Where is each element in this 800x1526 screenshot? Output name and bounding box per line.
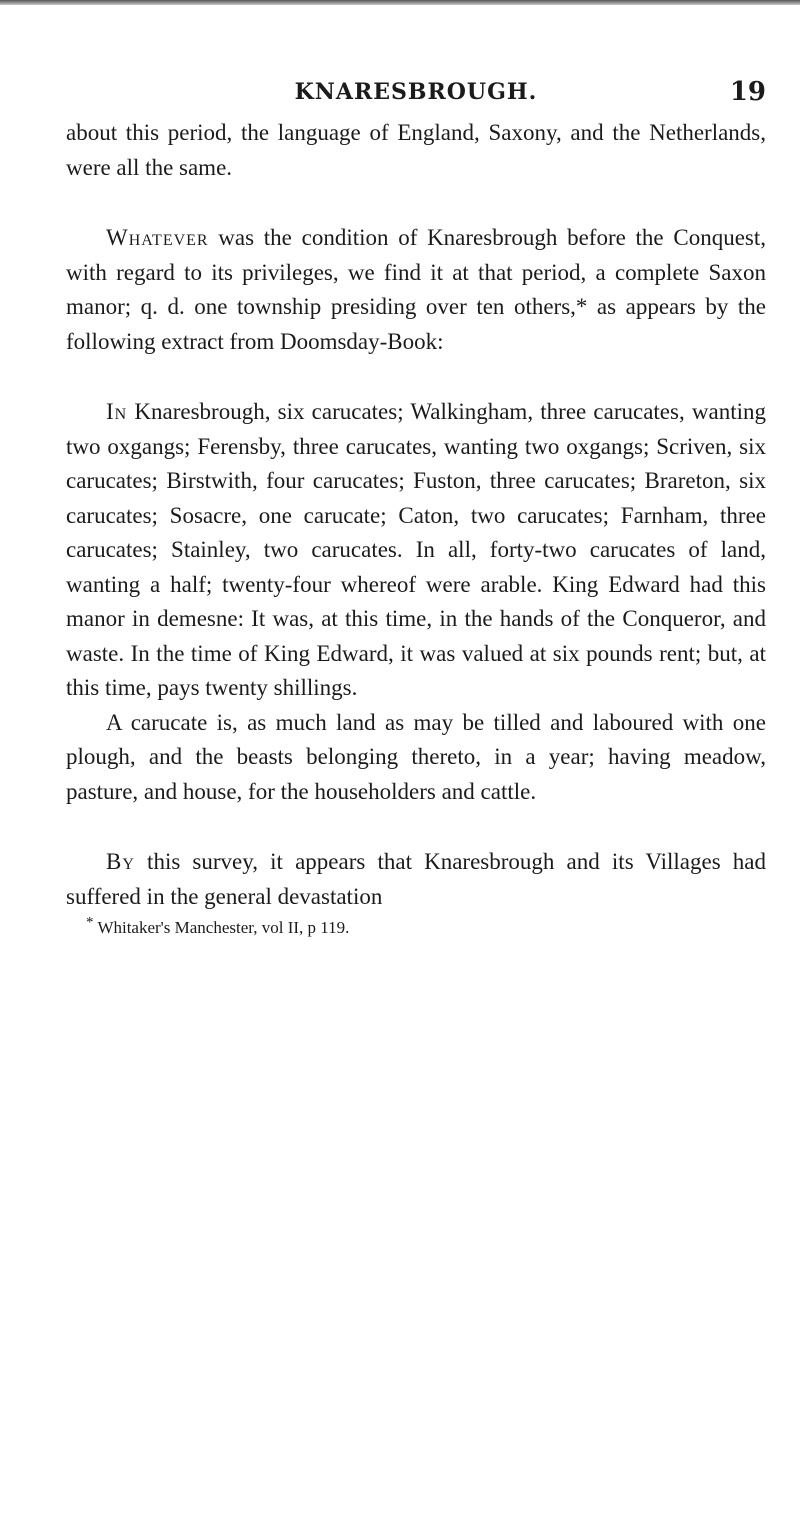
paragraph-body: Knaresbrough, six carucates; Walkingham, three carucates, wanting two oxgangs; Ferensby, three carucates, wanting two oxgangs; Scriven, six carucates; Birstwith, four carucates; Fuston, three carucates; Brareton, six carucates; Sosacre, one carucate; Caton, two carucates; Farnham, three carucates; Stainley, two carucates. In all, forty-two carucates of land, wanting a half; twenty-four whereof were arable. King Edward had this manor in demesne: It was, at this time, in the hands of the Conqueror, and waste. In the time of King Edward, it was valued at six pounds rent; but, at this time, pays twenty shillings.	[66, 399, 766, 700]
paragraph-lead-word: In	[106, 399, 128, 424]
paragraph-conquest	[66, 221, 766, 359]
footnote	[66, 916, 766, 940]
book-page	[66, 72, 766, 940]
page-number: 19	[729, 77, 766, 107]
paragraph-body: was the condition of Knaresbrough before the Conquest, with regard to its privileges, we find it at that period, a complete Saxon manor; q. d. one township presiding over ten others,* as appears by the following extract from Doomsday-Book:	[66, 225, 766, 354]
paragraph-carucate-definition: A carucate is, as much land as may be tilled and laboured with one plough, and the beasts belonging thereto, in a year; having meadow, pasture, and house, for the householders and cattle.	[66, 709, 766, 804]
paragraph-continuation: about this period, the language of England, Saxony, and the Netherlands, were all the same.	[66, 120, 766, 180]
paragraph-doomsday-extract	[66, 395, 766, 706]
paragraph-lead-word: Whatever	[106, 225, 209, 250]
footnote-marker: *	[86, 914, 94, 931]
paragraph-body: this survey, it appears that Knaresbrough and its Villages had suffered in the general devastation	[66, 849, 766, 909]
paragraph-survey	[66, 845, 766, 914]
paragraph-lead-word: By	[106, 849, 135, 874]
footnote-text: Whitaker's Manchester, vol II, p 119.	[93, 918, 350, 937]
running-head	[66, 72, 766, 112]
running-title: KNARESBROUGH.	[294, 79, 538, 105]
top-edge-shadow	[0, 0, 800, 5]
